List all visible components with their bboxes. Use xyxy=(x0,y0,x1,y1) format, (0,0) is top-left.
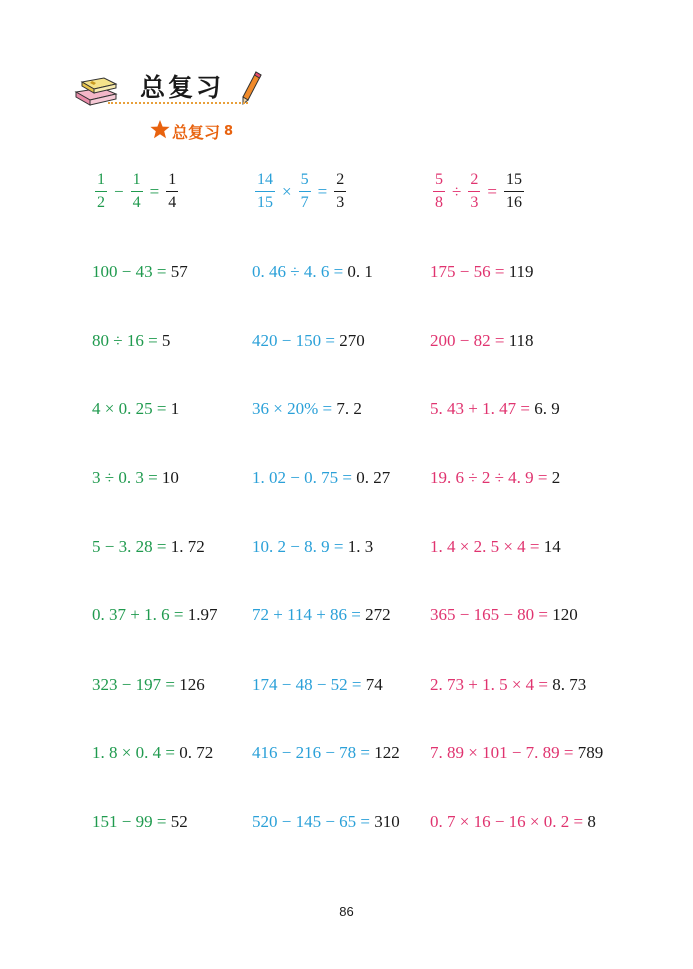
page-number: 86 xyxy=(339,904,354,919)
problem-r7-c1: 0. 37 + 1. 6 = 1.97 xyxy=(92,605,218,624)
problem-r8-c3: 2. 73 + 1. 5 × 4 = 8. 73 xyxy=(430,675,587,694)
section-header xyxy=(72,66,272,116)
problem-r10-c1: 151 − 99 = 52 xyxy=(92,812,188,831)
fraction: $\frac{1}{4}$ xyxy=(132,171,141,211)
problem-r10-c3: 0. 7 × 16 − 16 × 0. 2 = 8 xyxy=(430,812,596,831)
section-subtitle xyxy=(150,120,233,143)
fraction: $\frac{5}{8}$ xyxy=(435,171,443,211)
problem-r3-c2: 420 − 150 = 270 xyxy=(252,331,365,350)
problem-r7-c3: 365 − 165 − 80 = 120 xyxy=(430,605,578,624)
problem-r6-c2: 10. 2 − 8. 9 = 1. 3 xyxy=(252,537,374,556)
problem-r2-c1: 100 − 43 = 57 xyxy=(92,262,188,281)
problem-r2-c2: 0. 46 ÷ 4. 6 = 0. 1 xyxy=(252,262,373,281)
problem-r4-c3: 5. 43 + 1. 47 = 6. 9 xyxy=(430,399,560,418)
problem-r9-c2: 416 − 216 − 78 = 122 xyxy=(252,743,400,762)
pencil-icon xyxy=(240,70,262,111)
problem-r3-c3: 200 − 82 = 118 xyxy=(430,331,534,350)
problem-r3-c1: 80 ÷ 16 = 5 xyxy=(92,331,171,350)
problem-r5-c3: 19. 6 ÷ 2 ÷ 4. 9 = 2 xyxy=(430,468,561,487)
fraction-problem-3: $\frac{5}{8}$ ÷ $\frac{2}{3}$ = $\frac{15}{16}$ xyxy=(435,171,522,211)
problem-r10-c2: 520 − 145 − 65 = 310 xyxy=(252,812,400,831)
problem-r8-c1: 323 − 197 = 126 xyxy=(92,675,205,694)
problem-r5-c2: 1. 02 − 0. 75 = 0. 27 xyxy=(252,468,391,487)
problem-r4-c2: 36 × 20% = 7. 2 xyxy=(252,399,362,418)
fraction: $\frac{5}{7}$ xyxy=(300,171,309,211)
problem-r4-c1: 4 × 0. 25 = 1 xyxy=(92,399,180,418)
problem-r6-c3: 1. 4 × 2. 5 × 4 = 14 xyxy=(430,537,561,556)
problem-r7-c2: 72 + 114 + 86 = 272 xyxy=(252,605,391,624)
answer-fraction: $\frac{2}{3}$ xyxy=(336,171,345,211)
fraction: $\frac{2}{3}$ xyxy=(470,171,479,211)
header-divider xyxy=(108,102,248,104)
fraction-problem-1: $\frac{1}{2}$ − $\frac{1}{4}$ = $\frac{1}{4}$ xyxy=(97,171,177,211)
books-icon xyxy=(72,74,120,113)
subtitle-number: 8 xyxy=(224,124,234,139)
subtitle-text: 总复习 xyxy=(172,123,221,142)
answer-fraction: $\frac{1}{4}$ xyxy=(168,171,177,211)
problem-r9-c3: 7. 89 × 101 − 7. 89 = 789 xyxy=(430,743,604,762)
problem-r2-c3: 175 − 56 = 119 xyxy=(430,262,534,281)
answer-fraction: $\frac{15}{16}$ xyxy=(505,171,522,211)
problem-r9-c1: 1. 8 × 0. 4 = 0. 72 xyxy=(92,743,214,762)
page-title: 总复习 xyxy=(140,73,225,102)
problem-r5-c1: 3 ÷ 0. 3 = 10 xyxy=(92,468,179,487)
fraction: $\frac{14}{15}$ xyxy=(257,171,273,211)
fraction-problem-2: $\frac{14}{15}$ × $\frac{5}{7}$ = $\frac{2}{3}$ xyxy=(257,171,345,211)
star-icon xyxy=(150,120,170,143)
problem-r8-c2: 174 − 48 − 52 = 74 xyxy=(252,675,383,694)
problem-r6-c1: 5 − 3. 28 = 1. 72 xyxy=(92,537,205,556)
fraction: $\frac{1}{2}$ xyxy=(97,171,105,211)
